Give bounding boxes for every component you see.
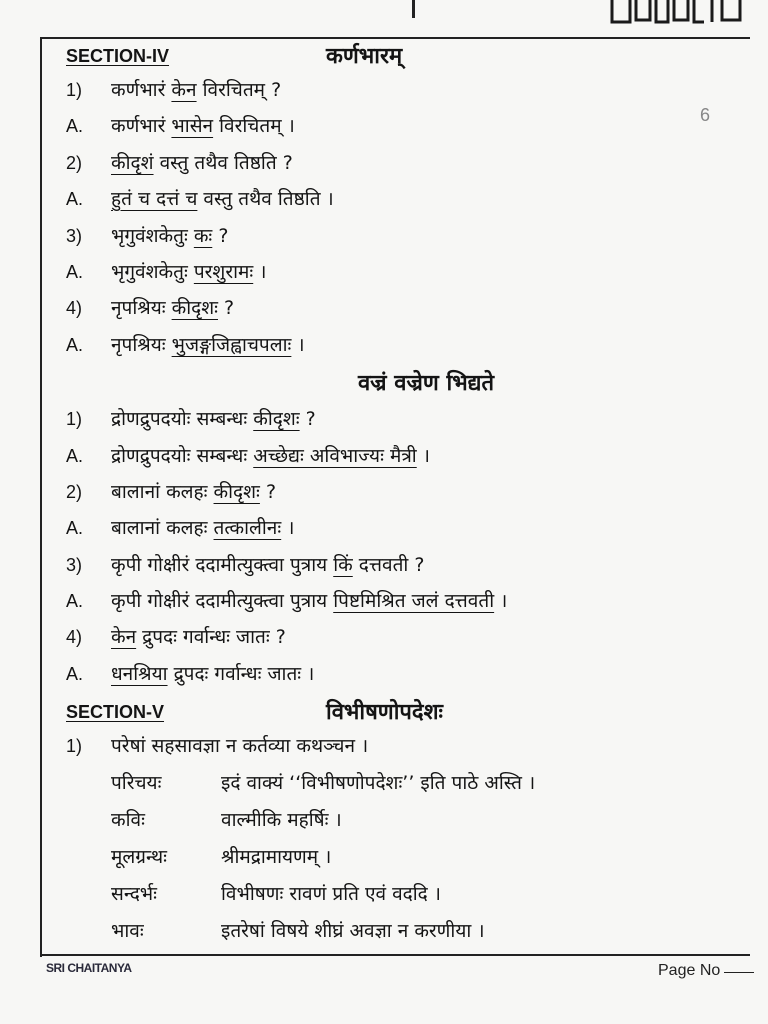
item-number: A. — [66, 334, 84, 355]
text-plain: कृपी गोक्षीरं ददामीत्युक्त्वा पुत्राय — [111, 590, 334, 613]
item-text — [111, 294, 234, 320]
text-plain: नृपश्रियः — [111, 297, 172, 320]
detail-label: भावः — [111, 919, 144, 942]
detail-text: विभीषणः रावणं प्रति एवं वददि । — [221, 882, 442, 905]
question-row — [66, 478, 746, 514]
item-number: 4) — [66, 627, 83, 648]
text-plain: ? — [217, 297, 235, 320]
detail-text: वाल्मीकि महर्षिः । — [221, 808, 342, 831]
item-text — [111, 551, 424, 577]
detail-row — [66, 843, 746, 880]
text-plain: दत्तवती ? — [352, 553, 425, 576]
answer-row — [66, 331, 746, 367]
section-iv-header — [66, 40, 746, 76]
margin-mark: 6 — [700, 105, 711, 125]
text-underlined: कीदृशं — [111, 151, 154, 174]
item-text — [111, 258, 266, 284]
text-underlined: भासेन — [171, 115, 214, 138]
answer-row — [66, 660, 746, 696]
item-number: A. — [66, 663, 84, 684]
text-underlined: कीदृशः — [253, 408, 300, 431]
text-plain: । — [416, 444, 430, 467]
question-row — [66, 76, 746, 112]
text-underlined: तत्कालीनः — [213, 517, 282, 540]
text-plain: द्रोणद्रुपदयोः सम्बन्धः — [111, 408, 254, 431]
item-number: 1) — [66, 409, 83, 430]
detail-row — [66, 880, 746, 917]
text-plain: वस्तु तथैव तिष्ठति । — [197, 188, 334, 211]
item-text — [111, 442, 430, 468]
text-plain: भृगुवंशकेतुः — [111, 260, 194, 283]
question-text: परेषां सहसावज्ञा न कर्तव्या कथञ्चन । — [111, 735, 369, 758]
text-plain: । — [281, 517, 295, 540]
answer-row — [66, 258, 746, 294]
item-number: 3) — [66, 554, 83, 575]
text-underlined: केन — [171, 79, 197, 101]
text-plain: विरचितम् । — [213, 115, 295, 138]
item-number: A. — [66, 518, 84, 539]
detail-text: श्रीमद्रामायणम् । — [221, 845, 332, 868]
text-plain: कर्णभारं — [111, 115, 172, 138]
question-row — [66, 294, 746, 330]
item-number: A. — [66, 445, 84, 466]
text-underlined: केन — [111, 626, 137, 649]
page-number-label: Page No — [658, 962, 721, 979]
text-underlined: कीदृशः — [213, 480, 260, 503]
page-border-left — [40, 37, 42, 957]
section-v-question — [66, 732, 746, 768]
detail-row — [66, 769, 746, 806]
page-number-line — [724, 972, 754, 973]
detail-row — [66, 806, 746, 843]
item-text — [111, 112, 295, 138]
item-number: 1) — [66, 80, 83, 100]
question-row — [66, 405, 746, 441]
top-edge-marks — [0, 0, 768, 30]
section-v-label: SECTION-V — [66, 702, 165, 723]
item-text — [111, 76, 281, 102]
question-row — [66, 149, 746, 185]
answer-row — [66, 587, 746, 623]
text-plain: ? — [299, 408, 316, 431]
text-plain: बालानां कलहः — [111, 517, 214, 540]
text-plain: । — [494, 590, 508, 613]
item-number: A. — [66, 116, 84, 137]
text-underlined: कः — [193, 224, 213, 247]
text-underlined: अच्छेद्यः अविभाज्यः मैत्री — [253, 444, 417, 467]
section-v-header — [66, 696, 746, 732]
question-row — [66, 623, 746, 659]
item-text — [111, 405, 316, 431]
answer-row — [66, 514, 746, 550]
detail-label: सन्दर्भः — [111, 882, 157, 905]
question-row — [66, 222, 746, 258]
question-row — [66, 551, 746, 587]
item-number: 3) — [66, 225, 83, 246]
detail-text: इदं वाक्यं ‘‘विभीषणोपदेशः’’ इति पाठे अस्ति । — [221, 771, 536, 794]
detail-row — [66, 917, 746, 954]
item-number: 2) — [66, 481, 83, 502]
text-underlined: पिष्टमिश्रित जलं दत्तवती — [333, 590, 495, 613]
question-number: 1) — [66, 736, 83, 757]
item-number: A. — [66, 591, 84, 612]
item-number: 2) — [66, 152, 83, 173]
item-text — [111, 478, 276, 504]
text-plain: । — [253, 260, 267, 283]
detail-label: कविः — [111, 808, 145, 831]
text-plain: द्रोणद्रुपदयोः सम्बन्धः — [111, 444, 254, 467]
section-iv-qa-list — [66, 76, 746, 367]
text-plain: वस्तु तथैव तिष्ठति ? — [153, 151, 293, 174]
text-underlined: कीदृशः — [171, 297, 218, 320]
item-text — [111, 149, 293, 175]
page-border-top — [40, 37, 750, 39]
text-plain: बालानां कलहः — [111, 480, 214, 503]
text-plain: । — [291, 333, 305, 356]
text-underlined: हुतं च दत्तं च — [111, 188, 198, 211]
section-v-title: विभीषणोपदेशः — [326, 700, 443, 726]
text-underlined: धनश्रिया — [111, 662, 168, 685]
text-plain: विरचितम् ? — [196, 79, 282, 101]
section-v-details — [66, 769, 746, 954]
vajram-qa-list — [66, 405, 746, 696]
text-plain: द्रुपदः गर्वान्धः जातः ? — [136, 626, 286, 649]
text-plain: नृपश्रियः — [111, 333, 172, 356]
text-plain: ? — [212, 224, 229, 247]
page-border-bottom — [40, 954, 750, 956]
text-underlined: किं — [333, 553, 353, 576]
section-iv-label: SECTION-IV — [66, 46, 170, 66]
item-number: 4) — [66, 298, 83, 319]
text-underlined: परशुरामः — [193, 260, 254, 283]
detail-label: परिचयः — [111, 771, 162, 794]
item-text — [111, 514, 294, 540]
text-plain: कृपी गोक्षीरं ददामीत्युक्त्वा पुत्राय — [111, 553, 334, 576]
detail-text: इतरेषां विषये शीघ्रं अवज्ञा न करणीया । — [221, 919, 485, 942]
item-text — [111, 222, 228, 248]
answer-row — [66, 112, 746, 148]
footer-brand: SRI CHAITANYA — [46, 961, 132, 975]
item-number: A. — [66, 189, 84, 210]
vajram-title: वज्रं वज्रेण भिद्यते — [357, 371, 495, 397]
item-text — [111, 623, 286, 649]
detail-label: मूलग्रन्थः — [111, 845, 168, 868]
item-text — [111, 331, 305, 357]
notes-content — [66, 40, 746, 954]
section-iv-title: कर्णभारम् — [326, 44, 403, 69]
answer-row — [66, 185, 746, 221]
text-plain: भृगुवंशकेतुः — [111, 224, 194, 247]
text-plain: ? — [259, 480, 277, 503]
item-text — [111, 660, 314, 686]
answer-row — [66, 442, 746, 478]
text-plain: द्रुपदः गर्वान्धः जातः । — [167, 662, 315, 685]
item-text — [111, 185, 334, 211]
text-underlined: भुजङ्गजिह्वाचपलाः — [171, 333, 292, 356]
text-plain: कर्णभारं — [111, 79, 172, 101]
item-number: A. — [66, 261, 84, 282]
item-text — [111, 587, 507, 613]
